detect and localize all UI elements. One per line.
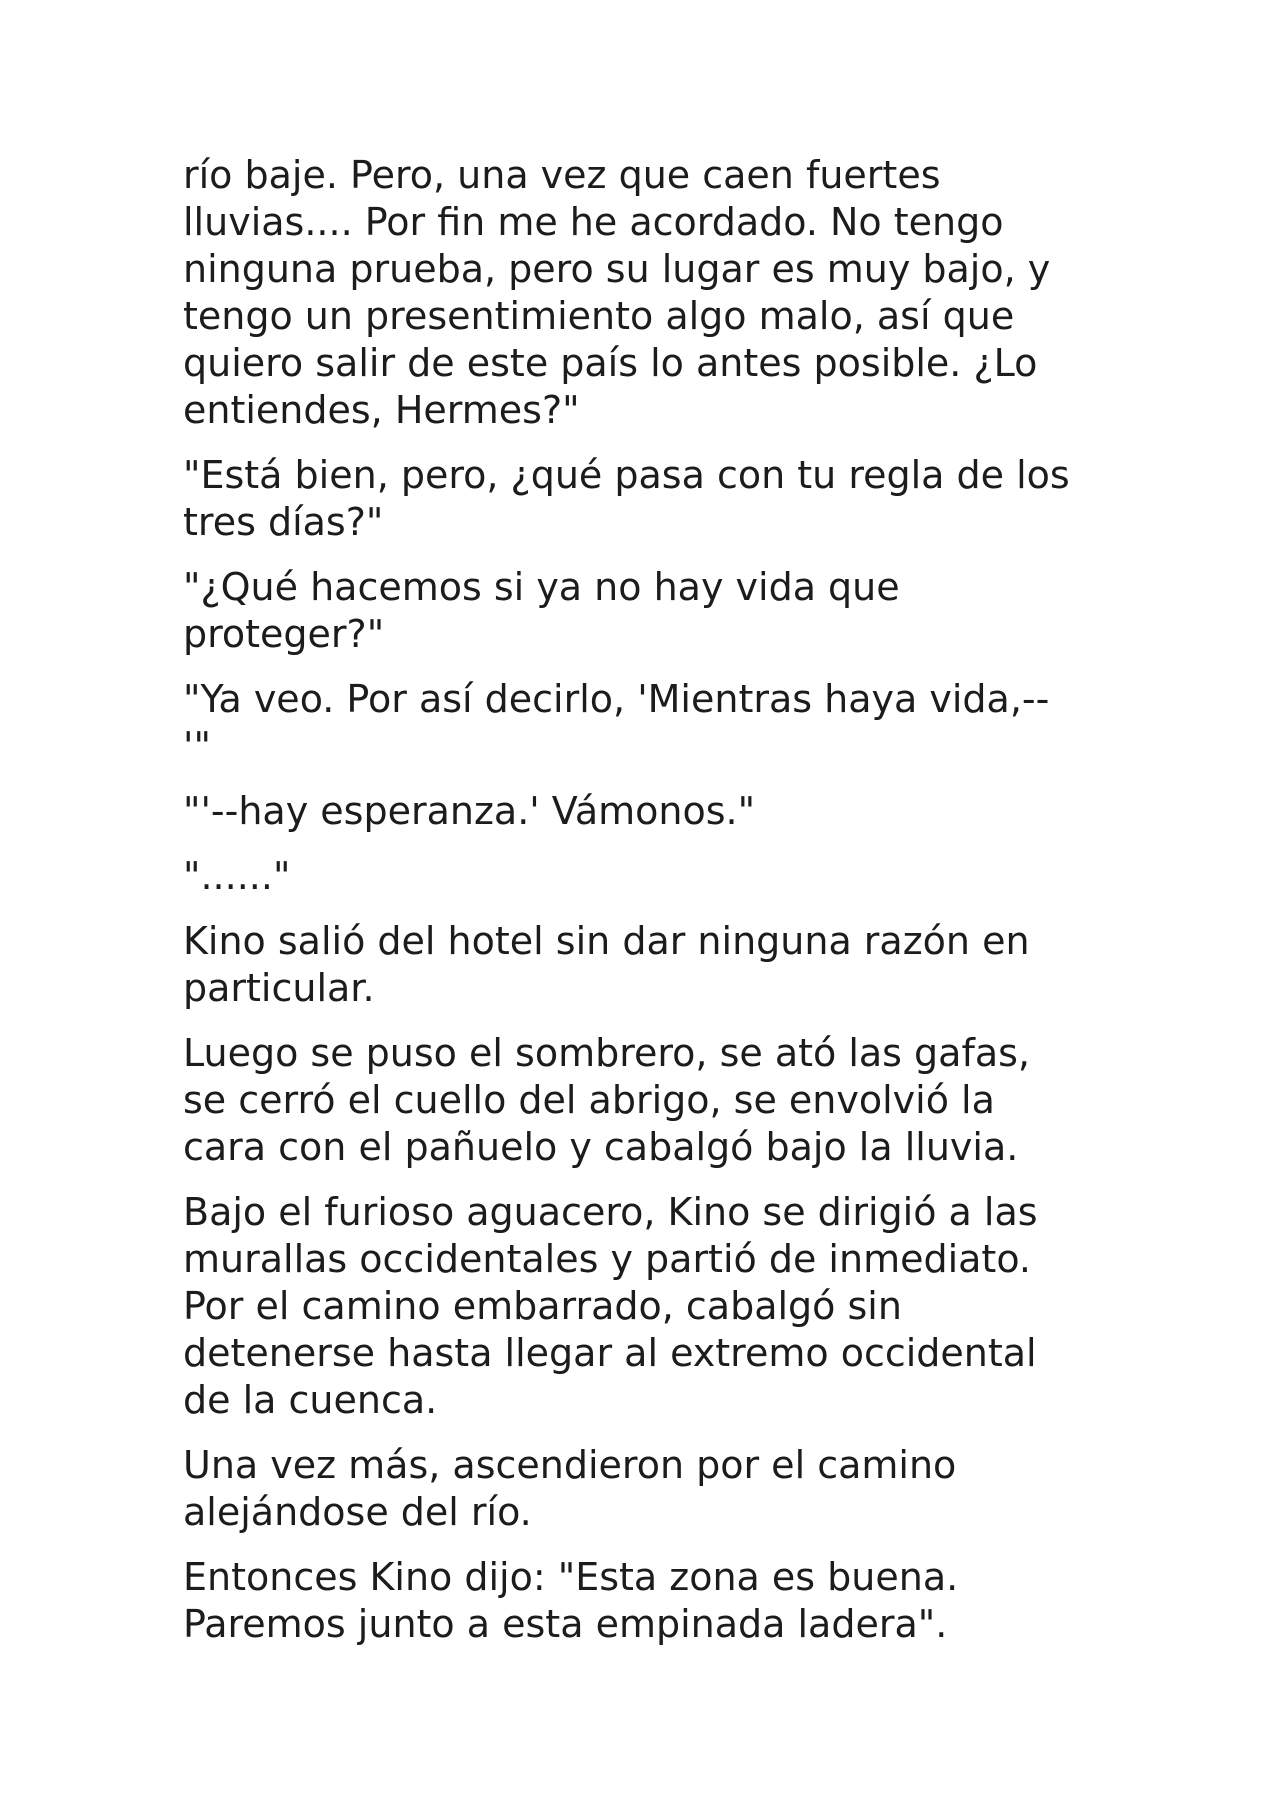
paragraph: Una vez más, ascendieron por el camino alejándose del río. <box>183 1443 957 1534</box>
paragraph: río baje. Pero, una vez que caen fuertes lluvias.... Por fin me he acordado. No tengo ninguna prueba, pero su lugar es muy bajo, y tengo un presentimiento algo malo, así que quiero salir de este país lo antes posible. ¿Lo entiendes, Hermes?" <box>183 153 1051 432</box>
paragraph: "'--hay esperanza.' Vámonos." <box>183 789 756 833</box>
paragraph: "......" <box>183 854 291 898</box>
paragraph: Luego se puso el sombrero, se ató las gafas, se cerró el cuello del abrigo, se envolvió la cara con el pañuelo y cabalgó bajo la lluvia. <box>183 1031 1031 1169</box>
paragraph: "Ya veo. Por así decirlo, 'Mientras haya vida,-- '" <box>183 677 1050 768</box>
paragraph: Entonces Kino dijo: "Esta zona es buena. Paremos junto a esta empinada ladera". <box>183 1555 959 1646</box>
document-page <box>183 152 1123 1666</box>
paragraph: "Está bien, pero, ¿qué pasa con tu regla de los tres días?" <box>183 453 1070 544</box>
paragraph: "¿Qué hacemos si ya no hay vida que proteger?" <box>183 565 900 656</box>
paragraph: Kino salió del hotel sin dar ninguna razón en particular. <box>183 919 1030 1010</box>
paragraph: Bajo el furioso aguacero, Kino se dirigió a las murallas occidentales y partió de inmediato. Por el camino embarrado, cabalgó sin detenerse hasta llegar al extremo occidental de la cuenca. <box>183 1190 1038 1422</box>
